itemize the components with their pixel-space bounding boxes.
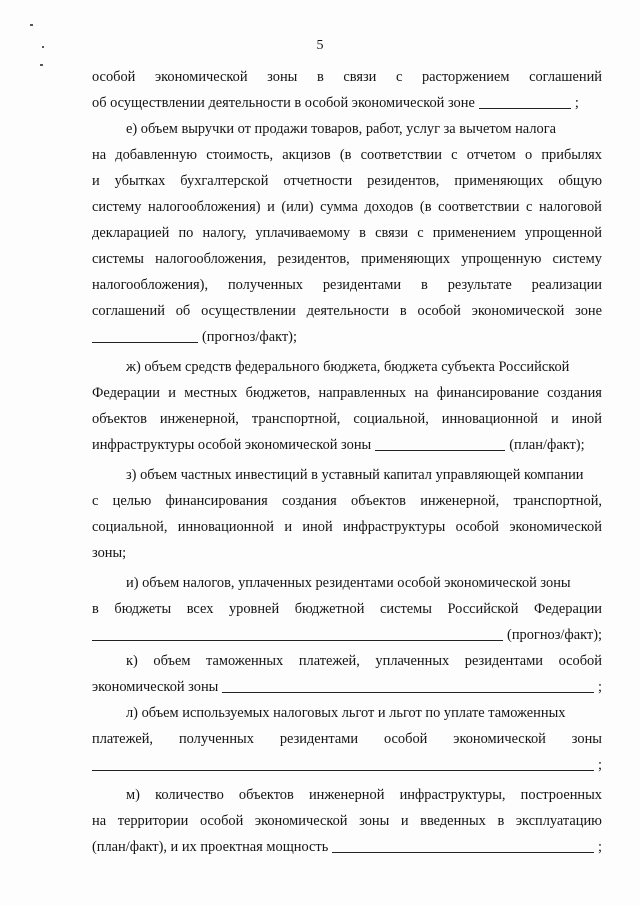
text-word: бухгалтерской [180,173,269,189]
text-word: территории [117,813,189,829]
text-word: убытках [114,173,166,189]
text-word: и [168,385,176,401]
text-word: м) [126,787,140,803]
text-word: (план/факт), и их проектная мощность [92,839,329,855]
text-word: налоговой [538,199,602,215]
text-word: инженерной, [420,493,500,509]
text-word: е) объем выручки от продажи товаров, работ, услуг за вычетом налога [126,121,556,137]
text-word: объем [153,653,191,669]
text-word: финансирование [436,385,539,401]
text-word: создания [547,385,602,401]
text-line [92,116,602,142]
text-word: уровней [228,601,280,617]
text-word: применением [432,225,516,241]
text-word: особой [558,653,602,669]
text-word: (в [419,199,432,215]
text-word: налогообложения, [155,251,267,267]
text-word: построенных [520,787,602,803]
text-line [92,648,602,674]
text-line [92,380,602,406]
text-word: резидентами [322,277,402,293]
text-word: и) объем налогов, уплаченных резидентами особой экономической зоны [126,575,571,591]
text-word: соглашений [529,69,602,85]
text-word: на [92,813,107,829]
text-word: связи [375,225,409,241]
text-word: транспортной, [513,493,602,509]
text-line [92,808,602,834]
text-word: ж) объем средств федерального бюджета, бюджета субъекта Российской [126,359,570,375]
text-word: всех [186,601,214,617]
text-word: инфраструктуры особой экономической зоны [92,437,372,453]
text-word: иной [302,519,333,535]
text-word: инженерной, [159,411,239,427]
text-word: бюджеты [114,601,172,617]
text-word: системы [380,601,432,617]
text-word: применяющих [454,173,544,189]
text-word: уплаченных [375,653,450,669]
text-word: и [267,199,275,215]
text-word: инновационной [441,411,538,427]
text-word: о [524,147,533,163]
text-word: сумма [320,199,358,215]
text-word: экономической [453,731,546,747]
text-word: (прогноз/факт); [507,627,602,643]
text-word: социальной, [353,411,429,427]
fill-in-blank [92,341,198,343]
text-word: систему [92,199,142,215]
text-word: местных [184,385,238,401]
text-word: в [420,277,428,293]
text-word: в [497,813,505,829]
text-word: Российской [447,601,519,617]
text-word: резидентов, [277,251,350,267]
text-word: платежей, [92,731,154,747]
text-word: резидентов, [367,173,440,189]
text-word: применяющих [360,251,451,267]
text-word: и [284,519,293,535]
text-word: с [395,69,403,85]
text-word: реализации [531,277,602,293]
text-word: системы [92,251,144,267]
text-word: (или) [281,199,314,215]
text-word: декларацией [92,225,170,241]
text-word: зоне [575,303,602,319]
text-word: экономической зоны [92,679,219,695]
text-word: иной [571,411,602,427]
text-word: налогу, [202,225,247,241]
text-word: резидентами [279,731,359,747]
fill-in-blank [479,107,571,109]
text-word: ; [598,839,602,855]
text-line [92,514,602,540]
text-word: зоны [571,731,602,747]
text-word: Федерации [92,385,160,401]
text-word: в [92,601,99,617]
text-word: социальной, [92,519,168,535]
text-word: налогообложения), [92,277,209,293]
text-word: бюджетов, [245,385,311,401]
text-word: и [92,173,100,189]
text-word: введенных [420,813,486,829]
text-word: общую [558,173,602,189]
text-word: систему [552,251,602,267]
text-line [92,194,602,220]
text-word: соглашений [92,303,165,319]
text-line [92,246,602,272]
text-word: особой [383,731,428,747]
text-word: прибылях [541,147,602,163]
text-word: объектов [92,411,147,427]
text-line [92,540,602,566]
text-line [92,90,602,116]
text-word: об осуществлении деятельности в особой экономической зоне [92,95,475,111]
text-word: ; [598,757,602,773]
fill-in-blank [92,769,594,771]
text-word: экономической [254,813,348,829]
text-word: резидентами [464,653,543,669]
text-word: объектов [238,787,294,803]
text-word: зоны; [92,545,127,561]
text-word: осуществлении [201,303,296,319]
text-word: направленных [318,385,407,401]
text-line [92,168,602,194]
text-word: (прогноз/факт); [202,329,297,345]
text-word: л) объем используемых налоговых льгот и льгот по уплате таможенных [126,705,566,721]
text-word: ; [574,95,579,111]
text-word: инфраструктуры [342,519,446,535]
text-word: с [451,147,458,163]
text-line [92,142,602,168]
text-line [92,64,602,90]
text-word: доходов [364,199,414,215]
fill-in-blank [332,851,594,853]
text-word: особой [455,519,499,535]
text-word: соответствии [438,199,520,215]
text-word: инновационной [177,519,274,535]
text-word: в [399,303,407,319]
text-word: отчетом [466,147,516,163]
text-word: на [92,147,107,163]
text-word: зоны [267,69,298,85]
text-word: особой [92,69,136,85]
scan-mark [30,24,33,26]
text-line [92,298,602,324]
text-line [92,726,602,752]
text-word: связи [343,69,377,85]
text-word: упрощенную [461,251,542,267]
text-word: з) объем частных инвестиций в уставный капитал управляющей компании [126,467,584,483]
text-word: целью [112,493,152,509]
text-word: деятельности [306,303,390,319]
text-word: полученных [227,277,303,293]
text-word: с [525,199,533,215]
text-word: эксплуатацию [515,813,602,829]
page-number: 5 [316,38,324,53]
text-word: с [417,225,424,241]
text-line [92,432,602,458]
text-word: ; [598,679,602,695]
text-line [92,272,602,298]
text-word: бюджетной [294,601,365,617]
text-word: особой [199,813,244,829]
text-word: транспортной, [251,411,341,427]
text-word: и [550,411,559,427]
text-line [92,622,602,648]
text-word: количество [155,787,224,803]
text-word: инфраструктуры, [399,787,506,803]
scan-mark [40,64,43,66]
text-word: на [414,385,429,401]
text-word: к) [126,653,138,669]
fill-in-blank [222,691,594,693]
text-word: добавленную [115,147,198,163]
text-word: результате [447,277,512,293]
text-word: соответствии [360,147,442,163]
text-word: (в [339,147,352,163]
text-word: и [400,813,409,829]
text-word: об [175,303,191,319]
text-word: Федерации [534,601,602,617]
text-line [92,834,602,860]
text-word: особой [417,303,461,319]
text-line [92,596,602,622]
text-word: с [92,493,99,509]
text-line [92,354,602,380]
text-word: экономической [509,519,602,535]
text-word: создания [282,493,337,509]
text-word: уплачиваемому [255,225,351,241]
text-word: инженерной [308,787,385,803]
text-word: экономической [154,69,248,85]
text-word: расторжением [421,69,510,85]
text-line [92,570,602,596]
text-line [92,488,602,514]
text-line [92,782,602,808]
text-line [92,406,602,432]
text-word: упрощенной [524,225,602,241]
text-line [92,674,602,700]
text-word: (план/факт); [509,437,585,453]
text-word: отчетности [283,173,353,189]
text-word: экономической [471,303,565,319]
text-word: платежей, [298,653,360,669]
text-line [92,324,602,350]
text-word: по [178,225,194,241]
text-word: стоимость, [206,147,274,163]
fill-in-blank [92,639,503,641]
text-word: в [316,69,324,85]
text-word: финансирования [165,493,268,509]
fill-in-blank [375,449,505,451]
text-word: налогообложения) [148,199,261,215]
text-word: в [359,225,366,241]
text-word: зоны [359,813,390,829]
text-word: объектов [351,493,406,509]
text-word: акцизов [282,147,331,163]
text-word: таможенных [206,653,284,669]
text-line [92,462,602,488]
text-word: полученных [178,731,254,747]
text-line [92,220,602,246]
text-line [92,700,602,726]
text-line [92,752,602,778]
